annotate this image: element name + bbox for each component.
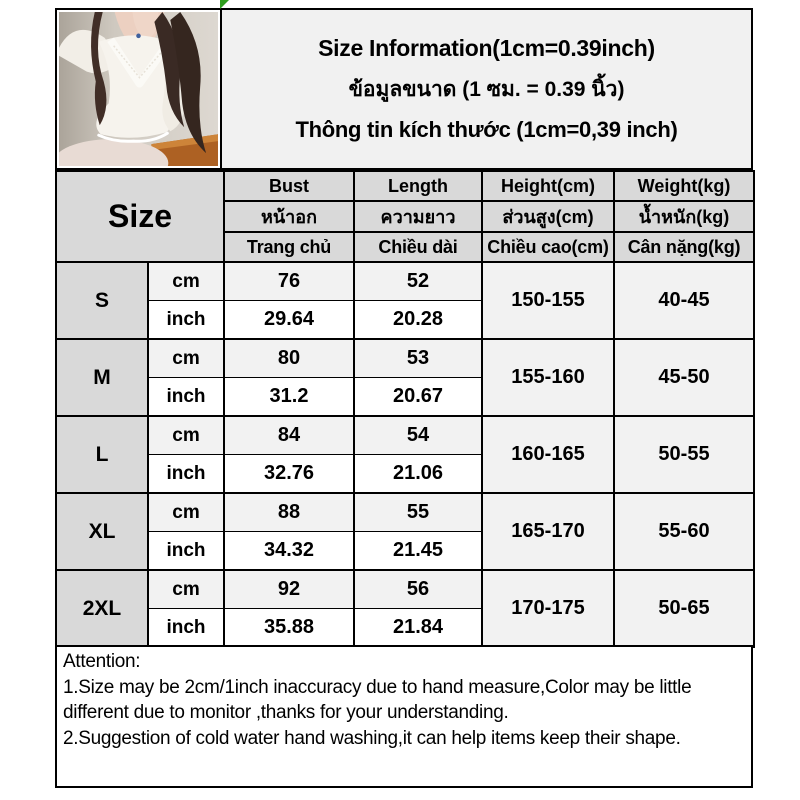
- col-header-weight-th: น้ำหนัก(kg): [614, 201, 754, 232]
- col-header-height-th: ส่วนสูง(cm): [482, 201, 614, 232]
- length-inch-value: 21.06: [354, 455, 482, 494]
- product-photo-illustration: [59, 12, 218, 166]
- size-label: S: [56, 262, 148, 339]
- title-block: [220, 8, 753, 170]
- unit-inch-label: inch: [148, 609, 224, 648]
- unit-cm-label: cm: [148, 493, 224, 532]
- unit-cm-label: cm: [148, 262, 224, 301]
- bust-inch-value: 29.64: [224, 301, 354, 340]
- size-label: 2XL: [56, 570, 148, 647]
- col-header-length-vi: Chiều dài: [354, 232, 482, 262]
- attention-heading: Attention:: [63, 651, 141, 672]
- col-header-bust-th: หน้าอก: [224, 201, 354, 232]
- length-cm-value: 53: [354, 339, 482, 378]
- height-range-value: 150-155: [482, 262, 614, 339]
- col-header-weight-vi: Cân nặng(kg): [614, 232, 754, 262]
- col-header-bust-en: Bust: [224, 171, 354, 201]
- bust-cm-value: 76: [224, 262, 354, 301]
- col-header-weight-en: Weight(kg): [614, 171, 754, 201]
- unit-cm-label: cm: [148, 570, 224, 609]
- unit-inch-label: inch: [148, 455, 224, 494]
- weight-range-value: 40-45: [614, 262, 754, 339]
- weight-range-value: 50-65: [614, 570, 754, 647]
- col-header-length-th: ความยาว: [354, 201, 482, 232]
- title-english: Size Information(1cm=0.39inch): [318, 35, 655, 61]
- length-cm-value: 52: [354, 262, 482, 301]
- green-corner-marker: [220, 0, 229, 9]
- size-table: [55, 170, 755, 648]
- size-label: M: [56, 339, 148, 416]
- attention-note-1: 1.Size may be 2cm/1inch inaccuracy due to hand measure,Color may be little different due to monitor ,thanks for your understanding.: [63, 676, 692, 723]
- bust-inch-value: 32.76: [224, 455, 354, 494]
- product-photo-cell: [55, 8, 222, 170]
- unit-inch-label: inch: [148, 378, 224, 417]
- attention-note-2: 2.Suggestion of cold water hand washing,it can help items keep their shape.: [63, 727, 681, 749]
- size-label: XL: [56, 493, 148, 570]
- attention-box: [55, 645, 753, 788]
- col-header-height-vi: Chiều cao(cm): [482, 232, 614, 262]
- title-thai: ข้อมูลขนาด (1 ซม. = 0.39 นิ้ว): [348, 78, 625, 101]
- height-range-value: 170-175: [482, 570, 614, 647]
- weight-range-value: 50-55: [614, 416, 754, 493]
- height-range-value: 165-170: [482, 493, 614, 570]
- bust-cm-value: 92: [224, 570, 354, 609]
- unit-inch-label: inch: [148, 301, 224, 340]
- length-inch-value: 20.28: [354, 301, 482, 340]
- length-inch-value: 20.67: [354, 378, 482, 417]
- length-inch-value: 21.45: [354, 532, 482, 571]
- weight-range-value: 45-50: [614, 339, 754, 416]
- title-vietnamese: Thông tin kích thước (1cm=0,39 inch): [295, 117, 678, 142]
- bust-cm-value: 84: [224, 416, 354, 455]
- col-header-bust-vi: Trang chủ: [224, 232, 354, 262]
- size-corner-header: Size: [56, 171, 224, 262]
- length-cm-value: 56: [354, 570, 482, 609]
- unit-inch-label: inch: [148, 532, 224, 571]
- bust-inch-value: 31.2: [224, 378, 354, 417]
- top-row: [55, 8, 753, 170]
- bust-inch-value: 35.88: [224, 609, 354, 648]
- unit-cm-label: cm: [148, 339, 224, 378]
- col-header-height-en: Height(cm): [482, 171, 614, 201]
- weight-range-value: 55-60: [614, 493, 754, 570]
- length-inch-value: 21.84: [354, 609, 482, 648]
- height-range-value: 155-160: [482, 339, 614, 416]
- length-cm-value: 54: [354, 416, 482, 455]
- bust-inch-value: 34.32: [224, 532, 354, 571]
- bust-cm-value: 88: [224, 493, 354, 532]
- unit-cm-label: cm: [148, 416, 224, 455]
- size-label: L: [56, 416, 148, 493]
- length-cm-value: 55: [354, 493, 482, 532]
- bust-cm-value: 80: [224, 339, 354, 378]
- height-range-value: 160-165: [482, 416, 614, 493]
- col-header-length-en: Length: [354, 171, 482, 201]
